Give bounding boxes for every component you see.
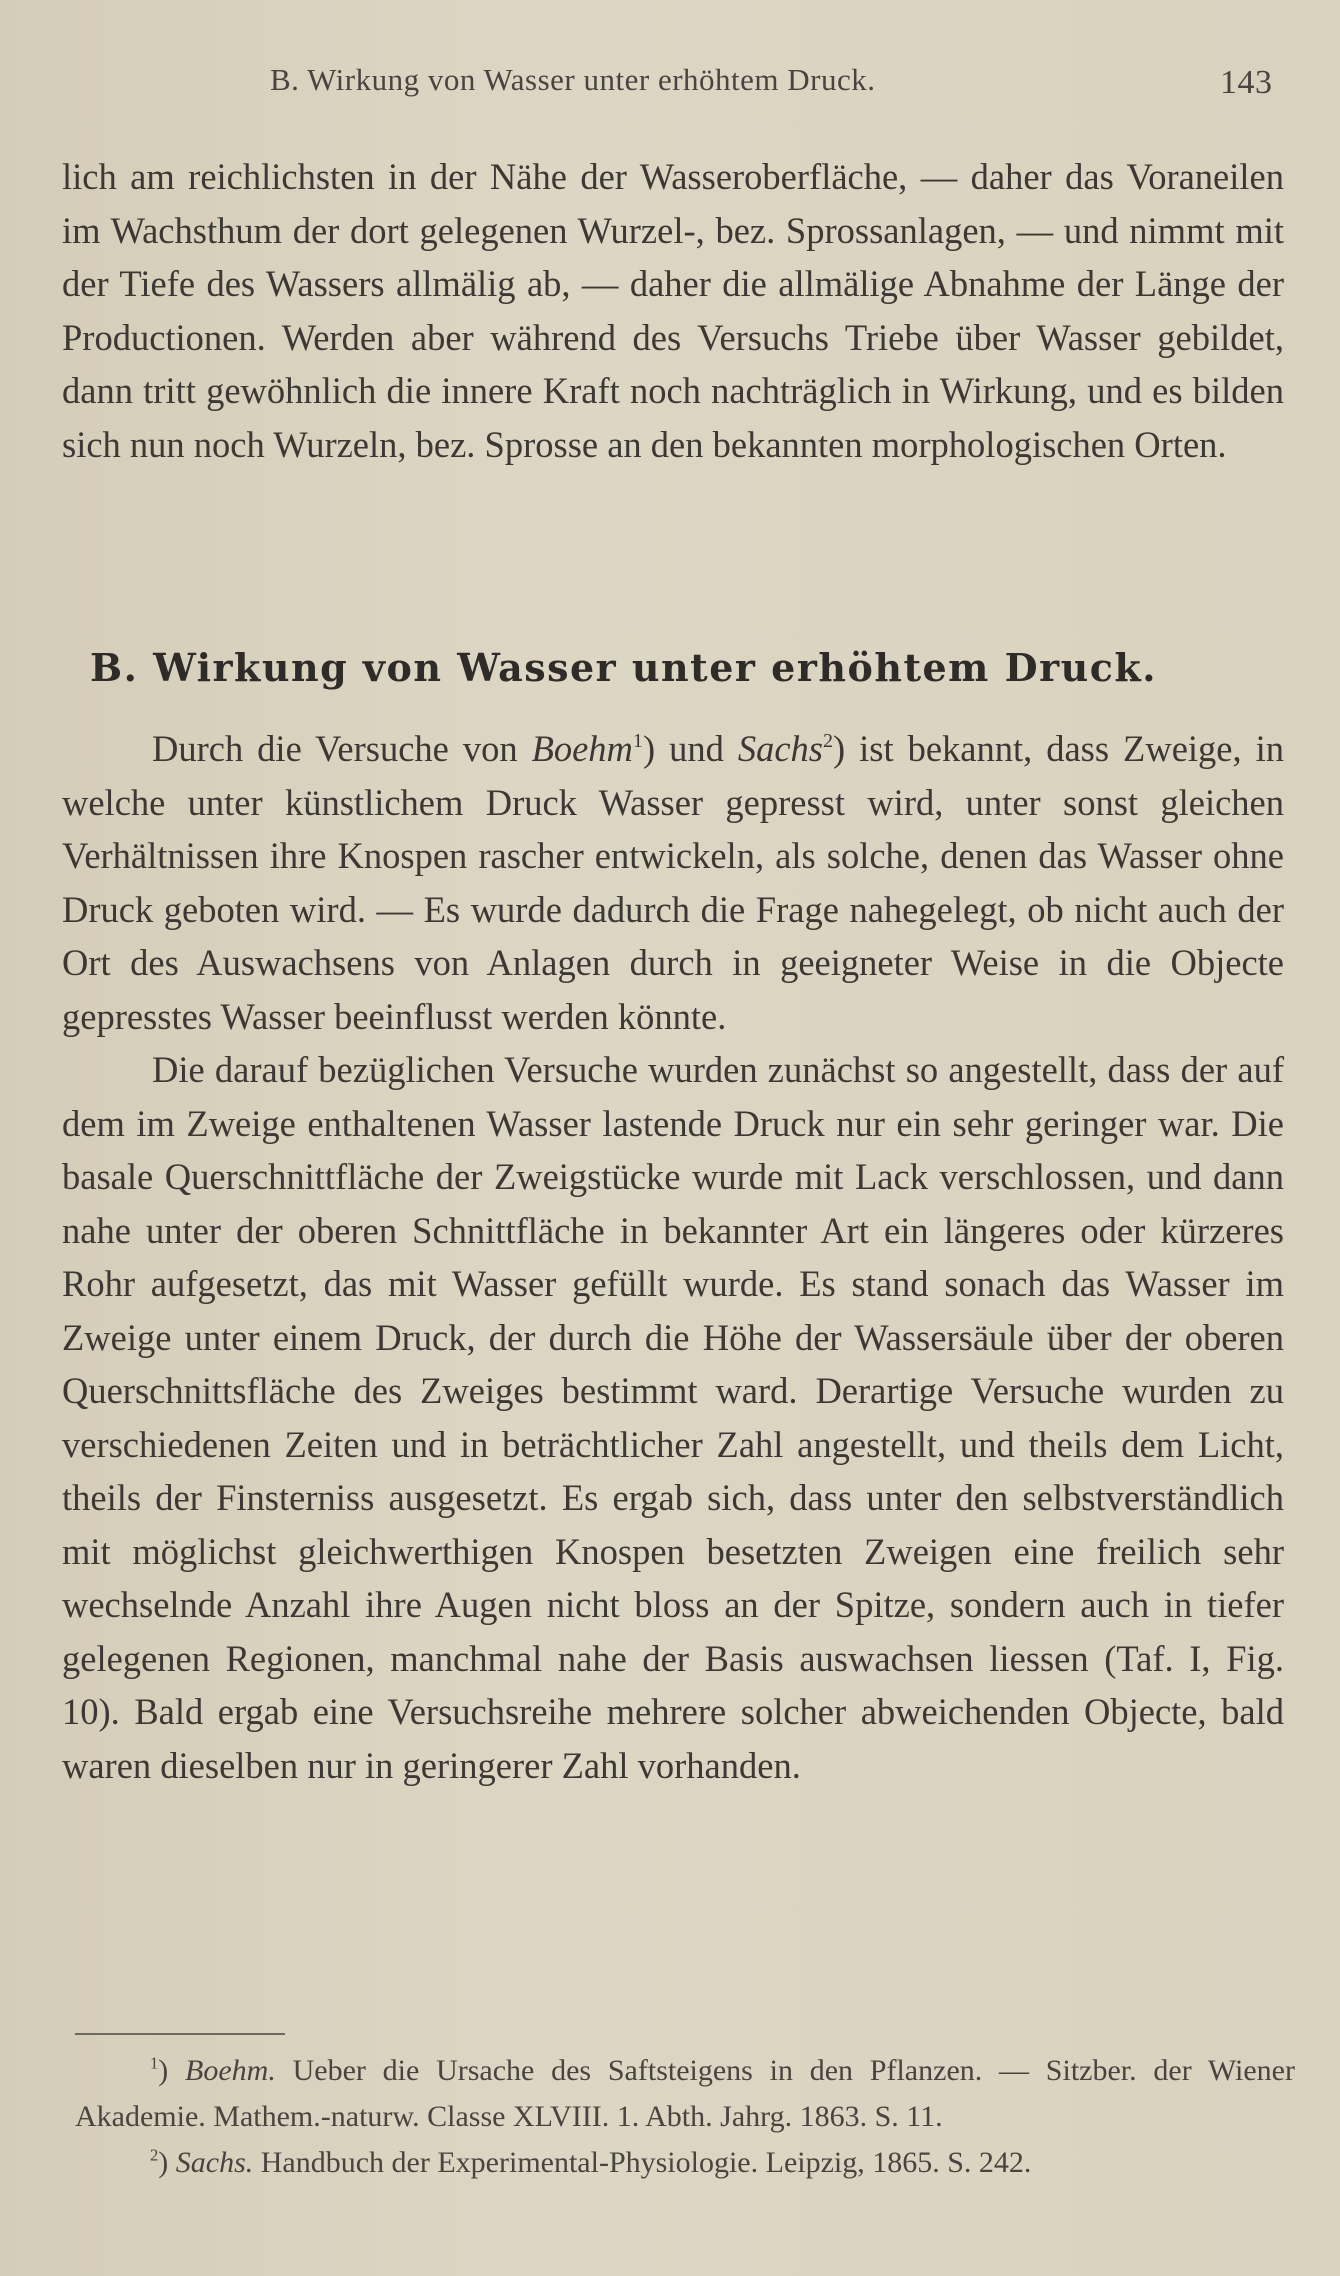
footnote-1-marker: 1 <box>150 2053 159 2073</box>
paragraph-2-part2: ) und <box>642 728 738 769</box>
author-sachs: Sachs <box>737 728 823 769</box>
footnotes <box>75 2048 1295 2186</box>
paragraph-2-part1: Durch die Versuche von <box>152 728 532 769</box>
paragraph-3: Die darauf bezüglichen Versuche wurden zunächst so angestellt, dass der auf dem im Zweige enthaltenen Wasser lastende Druck nur ein sehr geringer war. Die basale Querschnittfläche der Zweigstücke wurde mit Lack verschlossen, und dann nahe unter der oberen Schnittfläche in bekannter Art ein längeres oder kürzeres Rohr aufgesetzt, das mit Wasser gefüllt wurde. Es stand sonach das Wasser im Zweige unter einem Druck, der durch die Höhe der Wassersäule über der oberen Querschnittsfläche des Zweiges bestimmt ward. Derartige Versuche wurden zu verschiedenen Zeiten und in beträchtlicher Zahl angestellt, und theils dem Licht, theils der Finsterniss ausgesetzt. Es ergab sich, dass unter den selbstverständlich mit möglichst gleichwerthigen Knospen besetzten Zweigen eine freilich sehr wechselnde Anzahl ihre Augen nicht bloss an der Spitze, sondern auch in tiefer gelegenen Regionen, manchmal nahe der Basis auswachsen liessen (Taf. I, Fig. 10). Bald ergab eine Versuchsreihe mehrere solcher abweichenden Objecte, bald waren dieselben nur in geringerer Zahl vorhanden. <box>62 1049 1284 1786</box>
paragraph-continuation <box>62 150 1284 471</box>
footnote-2-marker: 2 <box>150 2145 159 2165</box>
footnote-2-text: Handbuch der Experimental-Physiologie. Leipzig, 1865. S. 242. <box>253 2146 1032 2179</box>
page-number: 143 <box>1220 64 1273 101</box>
footnote-2: $^2$) Sachs. Handbuch der Experimental-Physiologie. Leipzig, 1865. S. 242. <box>150 2145 1032 2179</box>
body-text <box>62 722 1284 1792</box>
section-heading: B. Wirkung von Wasser unter erhöhtem Druck. <box>90 645 1157 690</box>
footnote-ref-1[interactable]: 1 <box>632 729 643 752</box>
running-head <box>0 62 1340 102</box>
footnote-ref-2[interactable]: 2 <box>822 729 833 752</box>
footnote-1: $^1$) Boehm. Ueber die Ursache des Saftsteigens in den Pflanzen. — Sitzber. der Wiener Akademie. Mathem.-naturw. Classe XLVIII. 1. Abth. Jahrg. 1863. S. 11. <box>75 2053 1295 2133</box>
paragraph-2-part3: ) ist bekannt, dass Zweige, in welche unter künstlichem Druck Wasser gepresst wird, unter sonst gleichen Verhältnissen ihre Knospen rascher entwickeln, als solche, denen das Wasser ohne Druck geboten wird. — Es wurde dadurch die Frage nahegelegt, ob nicht auch der Ort des Auswachsens von Anlagen durch in geeigneter Weise in die Objecte gepresstes Wasser beeinflusst werden könnte. <box>62 728 1284 1037</box>
footnote-divider <box>75 2033 285 2035</box>
author-boehm: Boehm <box>531 728 633 769</box>
paragraph-2 <box>62 722 1284 1043</box>
footnote-2-author: Sachs. <box>175 2146 254 2179</box>
footnote-1-author: Boehm. <box>185 2054 276 2087</box>
running-head-title: B. Wirkung von Wasser unter erhöhtem Druck. <box>270 62 876 97</box>
paragraph-1-text: lich am reichlichsten in der Nähe der Wasseroberfläche, — daher das Voraneilen im Wachsthum der dort gelegenen Wurzel-, bez. Sprossanlagen, — und nimmt mit der Tiefe des Wassers allmälig ab, — daher die allmälige Abnahme der Länge der Productionen. Werden aber während des Versuchs Triebe über Wasser gebildet, dann tritt gewöhnlich die innere Kraft noch nachträglich in Wirkung, und es bilden sich nun noch Wurzeln, bez. Sprosse an den bekannten morphologischen Orten. <box>62 156 1284 465</box>
footnote-1-text: Ueber die Ursache des Saftsteigens in den Pflanzen. — Sitzber. der Wiener Akademie. Mathem.-naturw. Classe XLVIII. 1. Abth. Jahrg. 1863. S. 11. <box>75 2054 1295 2133</box>
